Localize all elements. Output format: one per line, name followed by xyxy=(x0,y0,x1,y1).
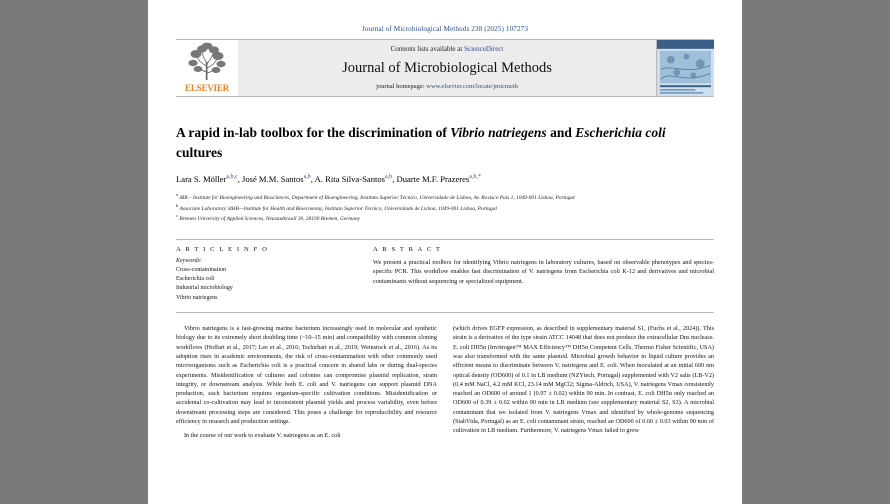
paper-page xyxy=(148,0,742,504)
keyword-item: Vibrio natriegens xyxy=(176,294,218,301)
elsevier-wordmark: ELSEVIER xyxy=(185,83,229,93)
abstract-heading: A B S T R A C T xyxy=(373,245,442,253)
body-column-left xyxy=(176,324,437,446)
journal-reference: Journal of Microbiological Methods 238 (2025) 107273 xyxy=(361,25,529,33)
keyword-item: Cross-contamination xyxy=(176,266,226,273)
title-part-3: cultures xyxy=(176,144,223,160)
journal-title: Journal of Microbiological Methods xyxy=(342,59,552,76)
affiliation-item xyxy=(176,192,714,202)
article-header xyxy=(176,123,714,223)
author-marks: a,b xyxy=(385,174,393,181)
body-paragraph: In the course of our work to evaluate V. natriegens as an E. coli xyxy=(184,432,341,440)
elsevier-logo xyxy=(176,40,238,96)
affiliation-text: iBB – Institute for Bioengineering and Biosciences, Department of Bioengineering, Instituto Superior Técnico, Universidade de Lisboa, Av. Rovisco Pais 1, 1049-001 Lisboa, Portugal xyxy=(179,194,575,201)
body-paragraph: Vibrio natriegens is a fast-growing marine bacterium increasingly used in molecular and synthetic biology due to its extremely short doubling time (~10–15 min) and compatibility with common cloning workflows (Hoffart et al., 2017; Lee et al., 2016; Tschirhart et al., 2019; Weinstock et al., 2016). As its adoption rises in academic environments, the risk of cross-contamination with other commonly used microorganisms such as Escherichia coli is a practical concern in shared labs or during dual-species experiments. Misidentification of cultures and colonies can compromise plasmid replication, strain integrity, or downstream analysis. While both E. coli and V. natriegens can support plasmid DNA production, each bacterium requires organism-specific cultivation conditions. Misidentification or accidental co-cultivation may lead to inconsistent plasmid yields and process variability, even before downstream processing steps are considered. This poses a challenge for reproducibility and resource efficiency in research and production settings. xyxy=(176,325,437,426)
elsevier-tree-icon xyxy=(184,42,230,82)
author-entry xyxy=(242,174,311,184)
author-marks: a,b,* xyxy=(469,174,481,181)
title-species-1: Vibrio natriegens xyxy=(450,125,547,140)
author-entry xyxy=(315,174,393,184)
body-columns xyxy=(176,324,714,446)
author-list: Lara S. Möller$^{a,b,c}$, José M.M. Santos$^{a,b}$, A. Rita Silva-Santos$^{a,b}$, Duarte M.F. Prazeres$^{a,b,*}$ xyxy=(176,174,481,185)
author-marks: a,b,c xyxy=(226,174,238,181)
homepage-line xyxy=(376,83,518,91)
keyword-item: Escherichia coli xyxy=(176,276,215,283)
journal-homepage-link[interactable]: www.elsevier.com/locate/jmicmeth xyxy=(426,82,518,90)
author-name: Lara S. Möller xyxy=(176,174,227,185)
title-part-1: A rapid in-lab toolbox for the discrimination of xyxy=(176,125,451,140)
title-species-2: Escherichia coli xyxy=(575,125,666,140)
title-part-2: and xyxy=(546,125,576,140)
keywords-label: Keywords: xyxy=(176,257,202,264)
author-marks: a,b xyxy=(303,174,311,181)
author-entry xyxy=(396,174,480,184)
affiliation-text: Associate Laboratory i4HB—Institute for Health and Bioeconomy, Instituto Superior Técnico, Universidade de Lisboa, 1049-001 Lisboa, Portugal xyxy=(179,205,497,212)
article-title xyxy=(176,123,714,162)
abstract-text: We present a practical toolbox for identifying Vibrio natriegens in laboratory cultures, based on observable phenotypes and species-specific PCR. This workflow enables fast discrimination of V. natriegens from Escherichia coli K-12 and derivatives and microbial contaminants without sequencing or specialized equipment. xyxy=(373,258,714,285)
homepage-prefix: journal homepage: xyxy=(376,82,427,90)
author-name: Duarte M.F. Prazeres xyxy=(396,174,470,185)
article-info-column xyxy=(176,246,351,303)
body-column-right xyxy=(453,324,714,446)
affiliation-item xyxy=(176,213,714,223)
affiliation-list xyxy=(176,192,714,223)
contents-line xyxy=(391,45,504,54)
keyword-item: Industrial microbiology xyxy=(176,285,233,292)
article-info-heading: A R T I C L E I N F O xyxy=(176,245,269,253)
journal-cover-thumbnail xyxy=(656,40,714,96)
author-name: A. Rita Silva-Santos xyxy=(314,174,386,185)
info-abstract-block xyxy=(176,239,714,313)
keywords-list xyxy=(176,266,351,303)
author-name: José M.M. Santos xyxy=(241,174,304,185)
body-paragraph: (which drives EGFP expression, as described in supplementary material S1, (Fuchs et al., 2024)). This strain is a derivative of the type strain ATCC 14048 that does not produce the extracellular Dns nuclease. E. coli DH5α (Invitrogen™ MAX Efficiency™ DH5α Competent Cells, Thermo Fisher Scientific, USA) was also transformed with the same plasmid. Microbial growth behavior in liquid culture provides an efficient means to discriminate between V. natriegens and E. coli. When inoculated at an initial 600 nm optical density (OD600) of 0.1 in LB medium (NZYtech, Portugal) supplemented with V2 salts (LB-V2)(0.4 mM NaCl, 4.2 mM KCl, 23.14 mM MgCl2; Sigma-Aldrich, USA), V. natriegens Vmax consistently reached an OD600 of around 1 (0.97 ± 0.02) within 90 min. In contrast, E. coli DH5α only reached an OD600 of 0.39 ± 0.02 within 90 min in LB medium (see supplementary material S2, S3). A microbial contaminant that we isolated from V. natriegens Vmax and identified by whole-genome sequencing (StabVida, Portugal) as an E. coli contaminant strain, reached an OD600 of 0.60 ± 0.03 within 90 min of cultivation in LB medium. Furthermore, V. natriegens Vmax failed to grow xyxy=(453,325,714,435)
affiliation-mark: c xyxy=(176,212,179,218)
journal-masthead xyxy=(176,39,714,97)
affiliation-mark: a xyxy=(176,192,179,198)
author-entry xyxy=(176,174,238,184)
masthead-center xyxy=(238,40,656,96)
cover-art xyxy=(657,40,714,96)
sciencedirect-link[interactable]: ScienceDirect xyxy=(464,45,504,53)
affiliation-text: Bremen University of Applied Sciences, Neustadtswall 30, 28199 Bremen, Germany xyxy=(179,215,361,222)
abstract-column xyxy=(373,246,714,303)
affiliation-item xyxy=(176,203,714,213)
affiliation-mark: b xyxy=(176,202,179,208)
contents-prefix: Contents lists available at xyxy=(390,45,465,53)
